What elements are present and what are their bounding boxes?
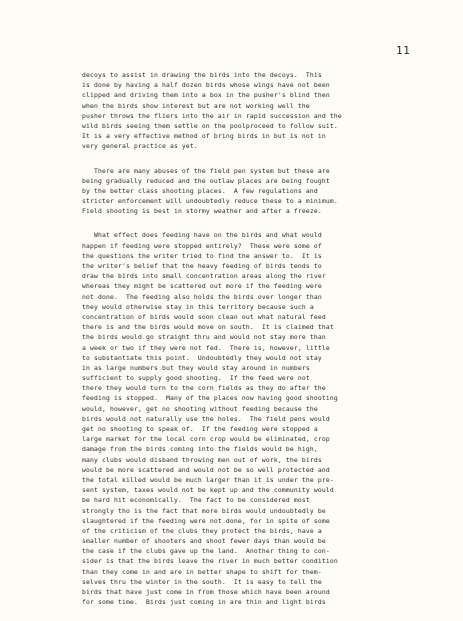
text-line: the case if the clubs gave up the land. Another thing to con- bbox=[82, 547, 330, 556]
page-number: 11 bbox=[396, 44, 411, 57]
text-line: a week or two if they were not fed. There is, however, little bbox=[82, 343, 330, 352]
text-line: the birds would go straight thru and would not stay more than bbox=[82, 333, 326, 342]
text-line: for some time. Birds just coming in are thin and light birds bbox=[82, 598, 326, 607]
text-line: the total killed would be much larger than it is under the pre- bbox=[82, 475, 334, 484]
paragraph bbox=[82, 70, 418, 152]
text-line: many clubs would disband throwing men out of work, the birds bbox=[82, 455, 322, 464]
body-text bbox=[82, 70, 418, 621]
text-line: be hard hit economically. The fact to be considered most bbox=[82, 496, 310, 505]
text-line: pusher throws the fliers into the air in rapid succession and the bbox=[82, 111, 342, 120]
text-line: there is and the birds would move on south. It is claimed that bbox=[82, 323, 334, 332]
text-line: in as large numbers but they would stay around in numbers bbox=[82, 363, 310, 372]
text-line: there they would turn to the corn fields as they do after the bbox=[82, 384, 326, 393]
text-line: There are many abuses of the field pen system but these are bbox=[82, 166, 330, 175]
text-line: would, however, get no shooting without feeding because the bbox=[82, 404, 318, 413]
text-line: not done. The feeding also holds the birds over longer than bbox=[82, 292, 322, 301]
text-line: sider is that the birds leave the river in much better condition bbox=[82, 557, 338, 566]
text-line: to substantiate this point. Undoubtedly they would not stay bbox=[82, 353, 322, 362]
text-line: strongly tho is the fact that more birds would undoubtedly be bbox=[82, 506, 326, 515]
text-line: the writer's belief that the heavy feeding of birds tends to bbox=[82, 262, 322, 270]
text-line: very general practice as yet. bbox=[82, 142, 198, 151]
text-line: birds that have just come in from those which have been around bbox=[82, 588, 330, 596]
text-line: is done by having a half dozen birds whose wings have not been bbox=[82, 81, 330, 90]
text-line: damage from the birds coming into the fields would be high, bbox=[82, 445, 318, 454]
text-line: What effect does feeding have on the birds and what would bbox=[82, 231, 322, 240]
text-line: clipped and driving them into a box in the pusher's blind then bbox=[82, 91, 330, 100]
text-line: smaller number of shooters and shoot fewer days than would be bbox=[82, 537, 326, 546]
text-line: than they come in and are in better shape to shift for them- bbox=[82, 567, 322, 576]
text-line: It is a very effective method of bring birds in but is not in bbox=[82, 132, 326, 141]
paragraph bbox=[82, 230, 418, 607]
text-line: being gradually reduced and the outlaw places are being fought bbox=[82, 176, 330, 185]
text-line: feeding is stopped. Many of the places now having good shooting bbox=[82, 394, 338, 403]
text-line: large market for the local corn crop would be eliminated, crop bbox=[82, 435, 330, 444]
text-line: the questions the writer tried to find the answer to. It is bbox=[82, 251, 322, 260]
text-line: by the better class shooting places. A few regulations and bbox=[82, 186, 318, 195]
paragraph bbox=[82, 166, 418, 217]
text-line: whereas they might be scattered out more if the feeding were bbox=[82, 282, 322, 291]
text-line: would be more scattered and would not be so well protected and bbox=[82, 465, 330, 474]
text-line: they would otherwise stay in this territory because such a bbox=[82, 302, 314, 311]
text-line: draw the birds into small concentration areas along the river bbox=[82, 272, 326, 281]
text-line: happen if feeding were stopped entirely? These were some of bbox=[82, 241, 322, 250]
text-line: birds would not naturally use the holes. The field pens would bbox=[82, 414, 330, 423]
text-line: selves thru the winter in the south. It is easy to tell the bbox=[82, 577, 322, 586]
text-line: concentration of birds would soon clean out what natural feed bbox=[82, 312, 326, 321]
text-line: sent system, taxes would not be kept up and the community would bbox=[82, 486, 334, 495]
text-line: sufficient to supply good shooting. If the feed were not bbox=[82, 374, 310, 383]
text-line: slaughtered if the feeding were not done, for in spite of some bbox=[82, 516, 330, 525]
text-line: get no shooting to speak of. If the feeding were stopped a bbox=[82, 425, 318, 433]
text-line: when the birds show interest but are not working well the bbox=[82, 101, 310, 110]
text-line: Field shooting is best in stormy weather and after a freeze. bbox=[82, 207, 322, 216]
text-line: stricter enforcement will undoubtedly reduce these to a minimum. bbox=[82, 197, 338, 206]
text-line: wild birds seeing them settle on the poolproceed to follow suit. bbox=[82, 121, 338, 130]
text-line: of the criticism of the clubs they protect the birds, have a bbox=[82, 526, 322, 535]
text-line: decoys to assist in drawing the birds into the decoys. This bbox=[82, 71, 322, 79]
